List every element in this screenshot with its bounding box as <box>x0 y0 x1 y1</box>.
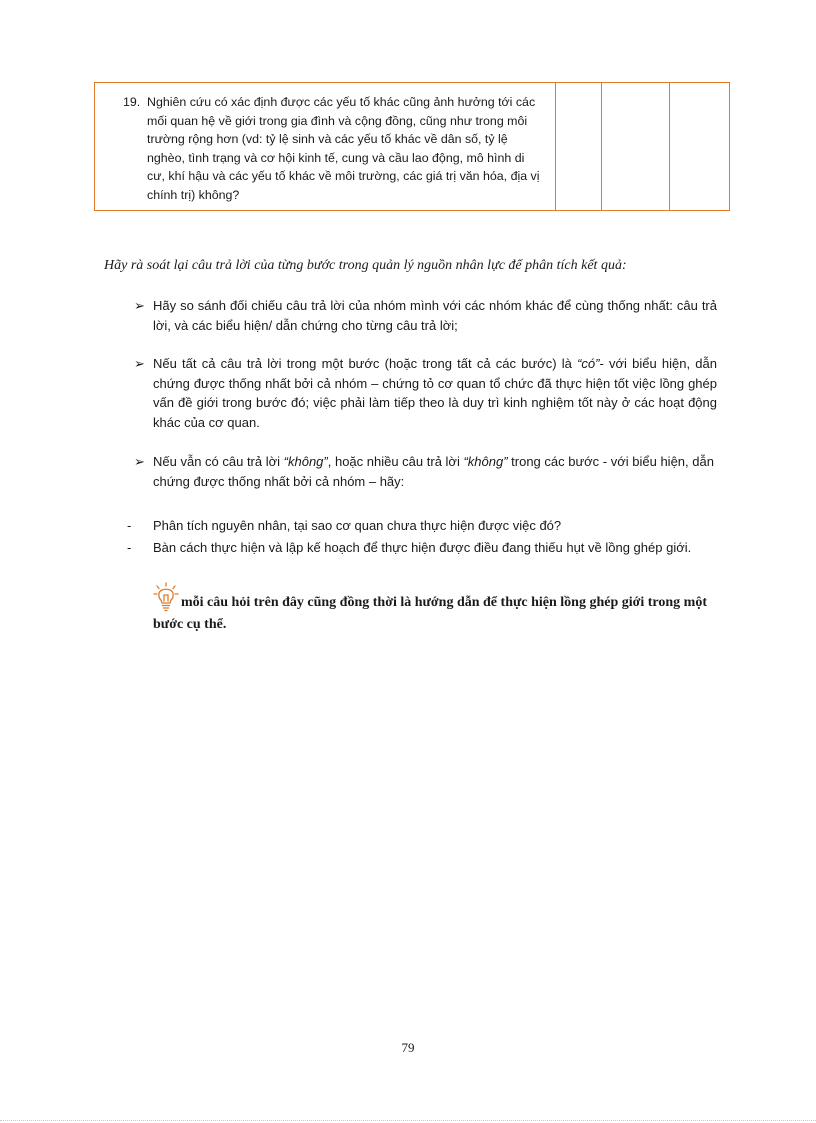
review-heading: Hãy rà soát lại câu trả lời của từng bước trong quản lý nguồn nhân lực để phân tích kết quả: <box>104 258 627 273</box>
dash-item-plan <box>127 538 727 558</box>
bullet-item-compare <box>134 296 734 335</box>
tip-text: mỗi câu hỏi trên đây cũng đồng thời là hướng dẫn để thực hiện lồng ghép giới trong một bước cụ thể. <box>153 595 707 632</box>
arrow-bullet-icon: ➢ <box>134 356 145 371</box>
question-table <box>94 82 730 211</box>
quoted-answer-no: “không” <box>463 454 508 469</box>
arrow-bullet-icon: ➢ <box>134 298 145 313</box>
table-column-divider <box>669 83 670 210</box>
table-column-divider <box>555 83 556 210</box>
quoted-answer-yes: “có” <box>577 356 600 371</box>
page-bottom-rule <box>0 1120 816 1121</box>
bullet-text-part: Nếu vẫn có câu trả lời <box>153 454 284 469</box>
bullet-text-part: trong các bước - với biểu hiện, dẫn chứng được thống nhất bởi cả nhóm – hãy: <box>153 454 714 489</box>
bullet-text: Hãy so sánh đối chiếu câu trả lời của nhóm mình với các nhóm khác để cùng thống nhất: câu trả lời, và các biểu hiện/ dẫn chứng cho từng câu trả lời; <box>153 298 717 333</box>
dash-marker: - <box>127 540 132 555</box>
table-column-divider <box>601 83 602 210</box>
lightbulb-icon <box>153 582 179 612</box>
quoted-answer-no: “không” <box>283 454 328 469</box>
dash-marker: - <box>127 518 132 533</box>
bullet-text <box>153 452 717 491</box>
arrow-bullet-icon: ➢ <box>134 454 145 469</box>
bullet-text-part: - với biểu hiện, dẫn chứng được thống nhất bởi cả nhóm – chứng tỏ cơ quan tổ chức đã thực hiện tốt việc lồng ghép vấn đề giới trong bước đó; việc phải làm tiếp theo là duy trì kinh nghiệm tốt này ở các hoạt động khác của cơ quan. <box>153 356 717 430</box>
bullet-text-part: Nếu tất cả câu trả lời trong một bước (hoặc trong tất cả các bước) là <box>153 356 578 371</box>
bullet-item-all-yes <box>134 354 734 432</box>
dash-text: Bàn cách thực hiện và lập kế hoạch để thực hiện được điều đang thiếu hụt về lồng ghép giới. <box>153 540 692 555</box>
bullet-text <box>153 354 717 432</box>
bullet-text-part: , hoặc nhiều câu trả lời <box>327 454 464 469</box>
tip-note <box>153 582 733 636</box>
page-number: 79 <box>401 1040 415 1055</box>
question-number: 19. <box>123 95 141 109</box>
dash-item-analyze <box>127 516 727 536</box>
question-text: Nghiên cứu có xác định được các yếu tố khác cũng ảnh hưởng tới các mối quan hệ về giới trong gia đình và cộng đồng, cũng như trong môi trường rộng hơn (vd: tỷ lệ sinh và các yếu tố khác về dân số, tỷ lệ nghèo, tình trạng và cơ hội kinh tế, cung và cầu lao động, mô hình di cư, khí hậu và các yếu tố khác về môi trường, các giá trị văn hóa, địa vị chính trị) không? <box>147 95 540 202</box>
dash-text: Phân tích nguyên nhân, tại sao cơ quan chưa thực hiện được việc đó? <box>153 518 562 533</box>
bullet-item-no-answer <box>134 452 734 491</box>
question-cell <box>95 83 555 210</box>
